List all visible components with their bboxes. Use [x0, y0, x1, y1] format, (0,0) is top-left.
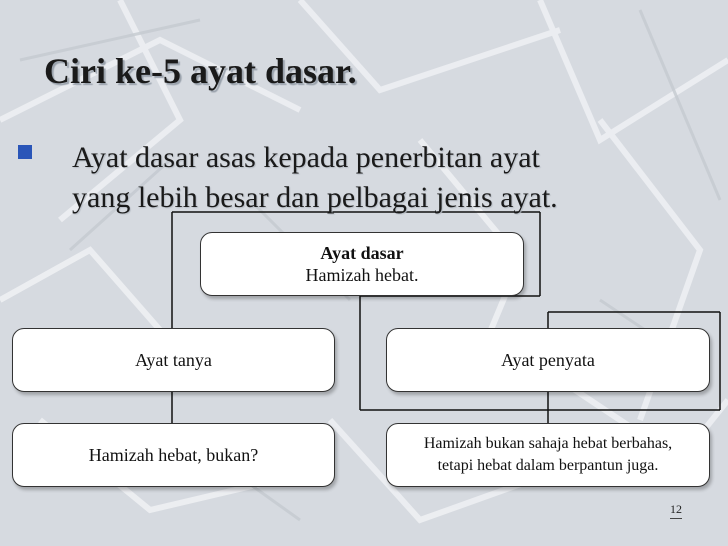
- root-heading: Ayat dasar: [320, 243, 404, 263]
- slide-title: Ciri ke-5 ayat dasar.: [44, 51, 357, 91]
- left-example-text: Hamizah hebat, bukan?: [88, 444, 259, 465]
- right-type-label: Ayat penyata: [501, 349, 595, 370]
- bullet-text: [72, 138, 558, 218]
- bullet-line-2: yang lebih besar dan pelbagai jenis ayat.: [72, 181, 558, 214]
- right-example-line-1: Hamizah bukan sahaja hebat berbahas,: [423, 435, 673, 452]
- right-example-box: [386, 423, 710, 487]
- left-type-label: Ayat tanya: [135, 349, 212, 370]
- bullet-line-1: Ayat dasar asas kepada penerbitan ayat: [72, 141, 540, 174]
- right-example-line-2: tetapi hebat dalam berpantun juga.: [437, 457, 659, 474]
- right-type-box: [386, 328, 710, 392]
- square-bullet-icon: [18, 145, 32, 159]
- page-number: 12: [670, 502, 682, 519]
- root-example: Hamizah hebat.: [305, 265, 419, 285]
- left-example-box: [12, 423, 335, 487]
- root-box: [200, 232, 524, 296]
- left-type-box: [12, 328, 335, 392]
